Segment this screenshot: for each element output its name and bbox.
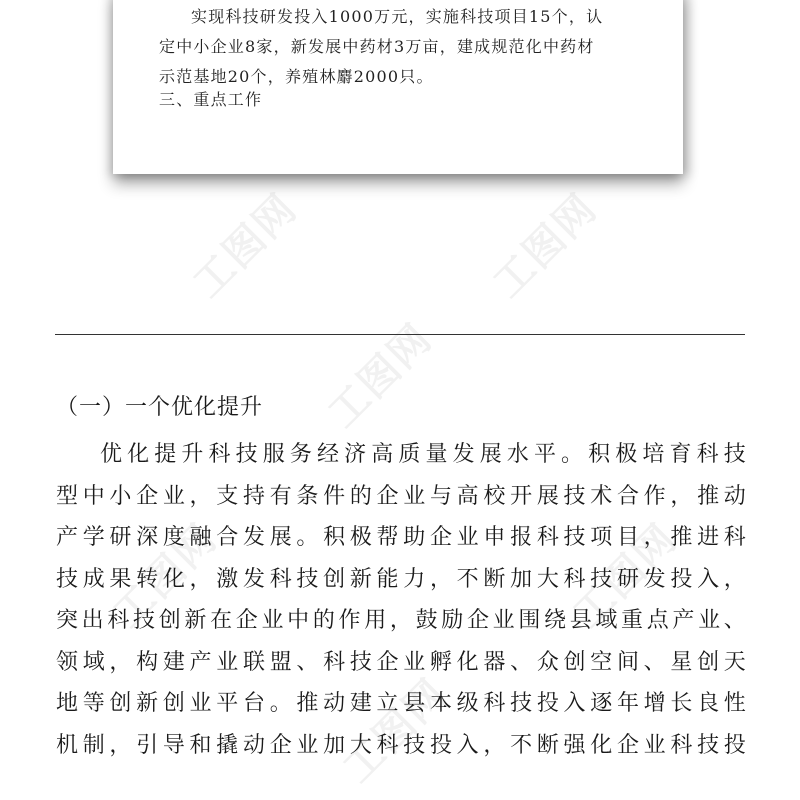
- paragraph-line: 领域，构建产业联盟、科技企业孵化器、众创空间、星创天: [56, 649, 748, 675]
- watermark-logo: 工图网: [319, 315, 442, 437]
- subsection-heading: （一）一个优化提升: [56, 395, 264, 420]
- card-section-heading: 三、重点工作: [159, 90, 263, 109]
- watermark-logo: 工图网: [484, 185, 607, 307]
- card-line: 示范基地20个，养殖林麝2000只。: [159, 67, 434, 86]
- paragraph-line: 突出科技创新在企业中的作用，鼓励企业围绕县域重点产业、: [56, 608, 748, 633]
- card-paragraph: [159, 2, 639, 92]
- paragraph-line: 型中小企业，支持有条件的企业与高校开展技术合作，推动: [56, 483, 748, 509]
- section-divider: [55, 334, 745, 335]
- paragraph-line: 地等创新创业平台。推动建立县本级科技投入逐年增长良性: [56, 691, 748, 716]
- card-line: 定中小企业8家，新发展中药材3万亩，建成规范化中药材: [159, 37, 595, 56]
- watermark-logo: 工图网: [104, 515, 227, 637]
- document-body: [56, 388, 748, 766]
- watermark-logo: 工图网: [184, 185, 307, 307]
- paragraph-line: 优化提升科技服务经济高质量发展水平。积极培育科技: [100, 442, 748, 467]
- card-line: 实现科技研发投入1000万元，实施科技项目15个，认: [191, 7, 604, 26]
- watermark-logo: 工图网: [564, 515, 687, 637]
- watermark-logo: 工图网: [334, 670, 457, 792]
- paragraph-line: 产学研深度融合发展。积极帮助企业申报科技项目，推进科: [56, 525, 748, 550]
- paragraph-line: 技成果转化，激发科技创新能力，不断加大科技研发投入，: [56, 566, 748, 592]
- preview-page-card: [113, 0, 683, 174]
- paragraph-line: 机制，引导和撬动企业加大科技投入，不断强化企业科技投: [56, 732, 748, 758]
- paragraph: [56, 434, 748, 766]
